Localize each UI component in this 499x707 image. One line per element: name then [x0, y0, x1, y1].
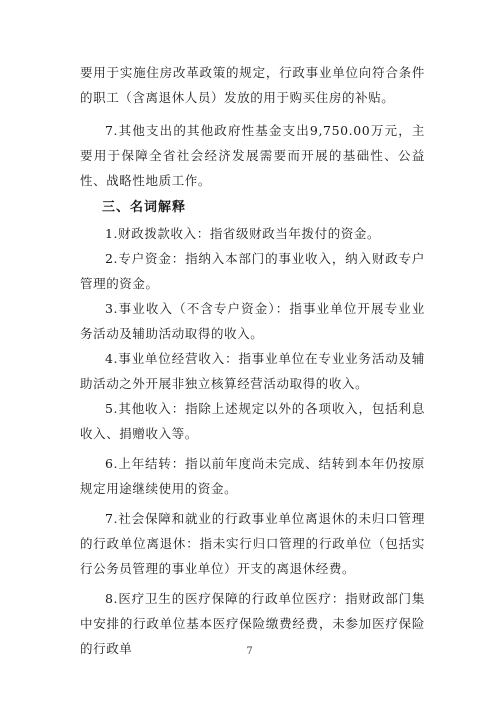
definition-item: 5.其他收入：指除上述规定以外的各项收入，包括利息收入、捐赠收入等。: [80, 401, 425, 441]
section-heading: 三、名词解释: [102, 200, 187, 215]
definition-item: 3.事业收入（不含专户资金）：指事业单位开展专业业务活动及辅助活动取得的收入。: [80, 301, 425, 341]
definition-item: 1.财政拨款收入：指省级财政当年拨付的资金。: [105, 226, 381, 241]
body-paragraph: 要用于实施住房改革政策的规定，行政事业单位向符合条件的职工（含离退休人员）发放的用于购买住房的补贴。: [80, 65, 425, 105]
page-number: 7: [246, 646, 253, 657]
body-paragraph: 7.其他支出的其他政府性基金支出9,750.00万元，主要用于保障全省社会经济发展需要而开展的基础性、公益性、战略性地质工作。: [80, 123, 425, 188]
definition-item: 8.医疗卫生的医疗保障的行政单位医疗：指财政部门集中安排的行政单位基本医疗保险缴费经费，未参加医疗保险的行政单: [80, 591, 425, 656]
definition-item: 2.专户资金：指纳入本部门的事业收入，纳入财政专户管理的资金。: [80, 251, 425, 291]
definition-item: 7.社会保障和就业的行政事业单位离退休的未归口管理的行政单位离退休：指未实行归口管理的行政单位（包括实行公务员管理的事业单位）开支的离退休经费。: [80, 511, 425, 576]
definition-item: 6.上年结转：指以前年度尚未完成、结转到本年仍按原规定用途继续使用的资金。: [80, 456, 425, 496]
definition-item: 4.事业单位经营收入：指事业单位在专业业务活动及辅助活动之外开展非独立核算经营活动取得的收入。: [80, 351, 425, 391]
